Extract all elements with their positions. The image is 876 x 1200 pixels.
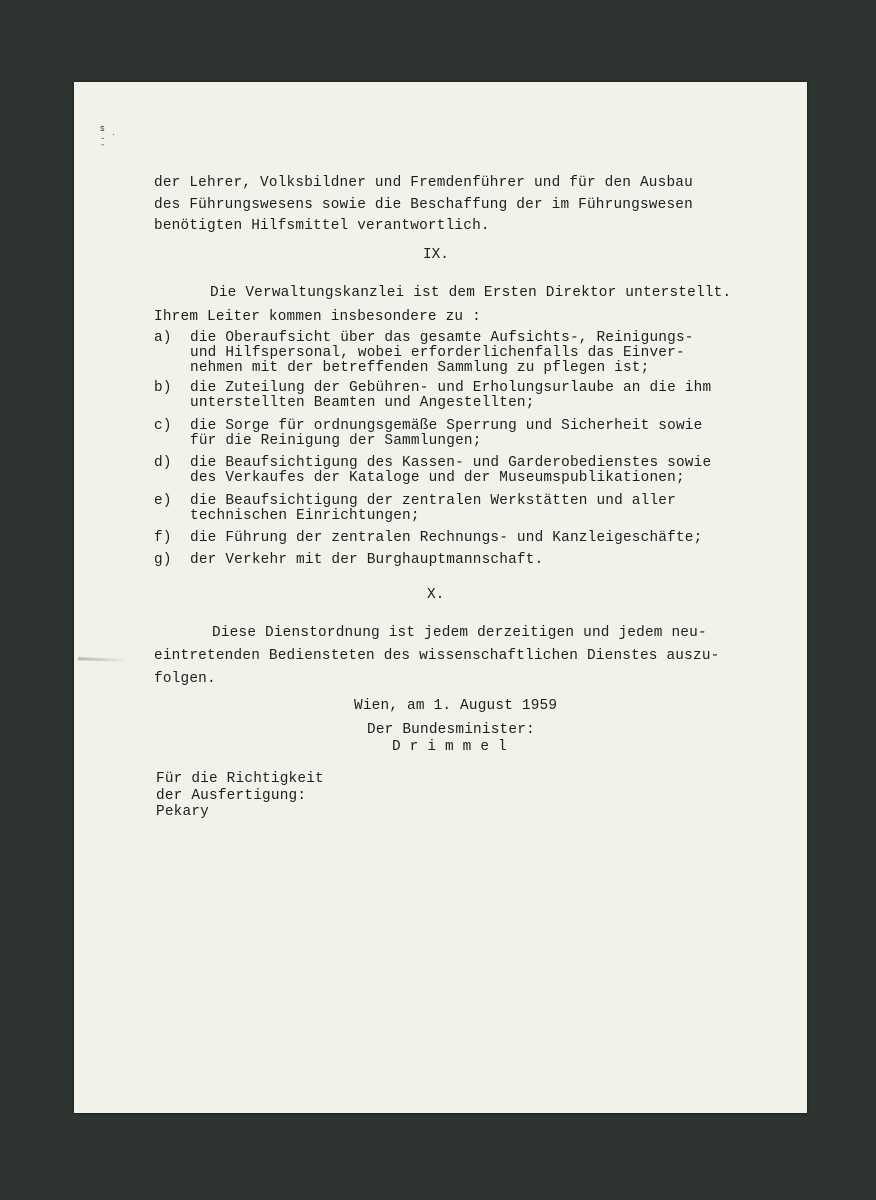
list-item-text: der Verkehr mit der Burghauptmannschaft.	[190, 552, 544, 568]
list-item-text: des Verkaufes der Kataloge und der Museumspublikationen;	[190, 470, 685, 486]
list-item-text: die Beaufsichtigung des Kassen- und Garderobedienstes sowie	[190, 455, 712, 471]
list-item-text: und Hilfspersonal, wobei erforderlichenfalls das Einver-	[190, 345, 685, 361]
list-item-text: die Beaufsichtigung der zentralen Werkstätten und aller	[190, 493, 676, 509]
list-item-text: für die Reinigung der Sammlungen;	[190, 433, 482, 449]
signature-place-date: Wien, am 1. August 1959	[354, 698, 558, 714]
certification-line: Für die Richtigkeit	[156, 771, 324, 787]
intro-line: benötigten Hilfsmittel verantwortlich.	[154, 218, 490, 234]
signature-title: Der Bundesminister:	[367, 722, 535, 738]
list-item-label: a)	[154, 330, 172, 346]
signature-name: D r i m m e l	[392, 739, 507, 755]
intro-line: der Lehrer, Volksbildner und Fremdenführer und für den Ausbau	[154, 175, 693, 191]
list-item-label: b)	[154, 380, 172, 396]
margin-marks: ꜱ - ˙ ˇ	[100, 124, 117, 154]
list-item-text: unterstellten Beamten und Angestellten;	[190, 395, 535, 411]
paragraph-line: folgen.	[154, 671, 216, 687]
list-item-text: die Sorge für ordnungsgemäße Sperrung und Sicherheit sowie	[190, 418, 703, 434]
list-item-label: c)	[154, 418, 172, 434]
paragraph-line: eintretenden Bediensteten des wissenschaftlichen Dienstes auszu-	[154, 648, 720, 664]
section-heading-x: X.	[427, 587, 445, 603]
list-item-text: die Zuteilung der Gebühren- und Erholungsurlaube an die ihm	[190, 380, 712, 396]
certification-line: der Ausfertigung:	[156, 788, 307, 804]
paragraph-line: Ihrem Leiter kommen insbesondere zu :	[154, 309, 481, 325]
list-item-text: die Führung der zentralen Rechnungs- und Kanzleigeschäfte;	[190, 530, 703, 546]
certification-line: Pekary	[156, 804, 210, 820]
list-item-label: f)	[154, 530, 172, 546]
list-item-label: d)	[154, 455, 172, 471]
list-item-label: e)	[154, 493, 172, 509]
intro-line: des Führungswesens sowie die Beschaffung der im Führungswesen	[154, 197, 693, 213]
list-item-text: technischen Einrichtungen;	[190, 508, 420, 524]
list-item-label: g)	[154, 552, 172, 568]
paragraph-line: Diese Dienstordnung ist jedem derzeitigen und jedem neu-	[212, 625, 707, 641]
list-item-text: nehmen mit der betreffenden Sammlung zu pflegen ist;	[190, 360, 650, 376]
paragraph-line: Die Verwaltungskanzlei ist dem Ersten Direktor unterstellt.	[210, 285, 732, 301]
list-item-text: die Oberaufsicht über das gesamte Aufsichts-, Reinigungs-	[190, 330, 694, 346]
section-heading-ix: IX.	[423, 247, 449, 263]
